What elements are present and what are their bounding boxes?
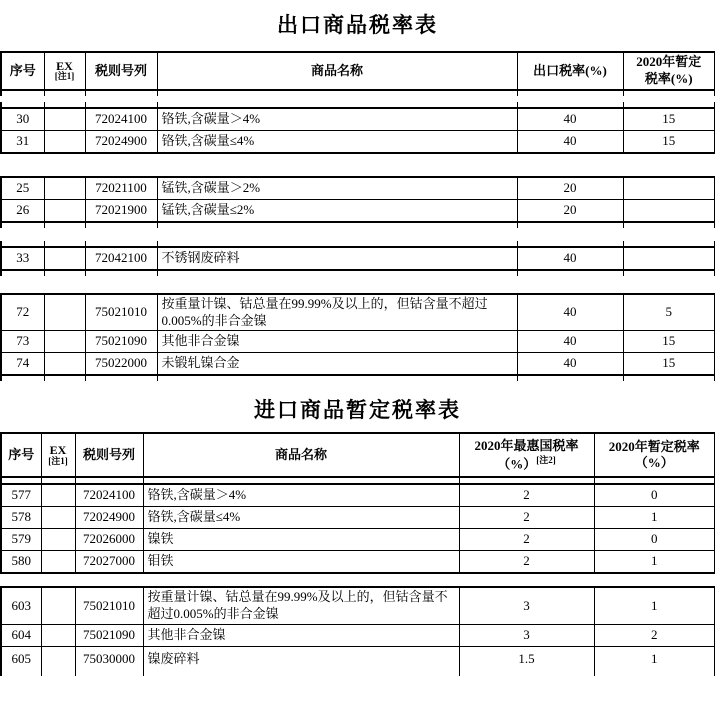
cell-export-rate: 40 xyxy=(517,131,623,154)
cell-provisional-rate: 15 xyxy=(623,108,715,131)
cell-code: 75021090 xyxy=(75,624,143,646)
cell-provisional-rate: 0 xyxy=(594,484,715,507)
cell-seq: 72 xyxy=(1,294,44,331)
col-header-name: 商品名称 xyxy=(143,433,459,477)
cell-export-rate: 40 xyxy=(517,294,623,331)
table-row xyxy=(1,529,715,551)
cell-export-rate: 40 xyxy=(517,108,623,131)
col-header-name: 商品名称 xyxy=(157,52,517,90)
export-table-title: 出口商品税率表 xyxy=(277,14,438,37)
cell-name: 按重量计镍、钴总量在99.99%及以上的，但钴含量不超过0.005%的非合金镍 xyxy=(143,587,459,624)
table-row xyxy=(1,484,715,507)
cell-name: 按重量计镍、钴总量在99.99%及以上的，但钴含量不超过0.005%的非合金镍 xyxy=(157,294,517,331)
cell-provisional-rate: 1 xyxy=(594,507,715,529)
export-block-nickel xyxy=(0,293,715,376)
cell-ex xyxy=(44,247,85,270)
cell-code: 75021010 xyxy=(75,587,143,624)
table-row xyxy=(1,551,715,574)
cell-code: 72024900 xyxy=(75,507,143,529)
cell-code: 72024100 xyxy=(85,108,157,131)
cell-name: 其他非合金镍 xyxy=(143,624,459,646)
provisional-line1: 2020年暂定税率 xyxy=(608,438,700,454)
cell-seq: 74 xyxy=(1,353,44,376)
col-header-seq: 序号 xyxy=(1,52,44,90)
col-header-code: 税则号列 xyxy=(75,433,143,477)
cell-seq: 580 xyxy=(1,551,41,574)
cell-mfn-rate: 3 xyxy=(459,624,594,646)
table-row xyxy=(1,646,715,676)
cell-provisional-rate xyxy=(623,200,715,223)
cell-provisional-rate: 15 xyxy=(623,331,715,353)
table-row xyxy=(1,200,715,223)
provisional-line1: 2020年暂定 xyxy=(636,54,702,70)
col-header-provisional-rate xyxy=(623,52,715,90)
cell-provisional-rate: 15 xyxy=(623,131,715,154)
cell-ex xyxy=(41,507,75,529)
provisional-line2: （%） xyxy=(634,455,674,471)
col-header-export-rate: 出口税率(%) xyxy=(517,52,623,90)
table-row xyxy=(1,247,715,270)
cell-code: 72021100 xyxy=(85,177,157,200)
cell-code: 75021090 xyxy=(85,331,157,353)
col-header-ex xyxy=(41,433,75,477)
cell-provisional-rate: 1 xyxy=(594,646,715,676)
provisional-line2: 税率(%) xyxy=(644,71,693,86)
ex-label: EX xyxy=(56,58,73,73)
cell-code: 75021010 xyxy=(85,294,157,331)
cell-name: 锰铁,含碳量≤2% xyxy=(157,200,517,223)
cell-seq: 25 xyxy=(1,177,44,200)
cell-ex xyxy=(44,331,85,353)
table-row xyxy=(1,108,715,131)
cell-name: 锰铁,含碳量＞2% xyxy=(157,177,517,200)
table-row xyxy=(1,294,715,331)
col-header-seq: 序号 xyxy=(1,433,41,477)
cell-ex xyxy=(41,646,75,676)
import-table-title: 进口商品暂定税率表 xyxy=(254,399,461,423)
mfn-note: [注2] xyxy=(536,454,556,465)
cell-code: 72026000 xyxy=(75,529,143,551)
cell-ex xyxy=(41,551,75,574)
cell-seq: 578 xyxy=(1,507,41,529)
cell-seq: 33 xyxy=(1,247,44,270)
cell-provisional-rate: 5 xyxy=(623,294,715,331)
cell-seq: 73 xyxy=(1,331,44,353)
cell-ex xyxy=(44,131,85,154)
cell-code: 72024100 xyxy=(75,484,143,507)
col-header-code: 税则号列 xyxy=(85,52,157,90)
ex-note: [注1] xyxy=(48,455,68,466)
cell-name: 铬铁,含碳量＞4% xyxy=(143,484,459,507)
table-row xyxy=(1,353,715,376)
cell-export-rate: 20 xyxy=(517,177,623,200)
header-row xyxy=(1,52,715,90)
cell-provisional-rate: 2 xyxy=(594,624,715,646)
cell-ex xyxy=(41,587,75,624)
cell-name: 镍废碎料 xyxy=(143,646,459,676)
cell-name: 钼铁 xyxy=(143,551,459,574)
cut-row-stub xyxy=(0,376,715,381)
cell-ex xyxy=(41,624,75,646)
mfn-line2: （%）[注2] xyxy=(497,454,556,471)
cell-seq: 603 xyxy=(1,587,41,624)
cell-seq: 604 xyxy=(1,624,41,646)
cell-mfn-rate: 2 xyxy=(459,484,594,507)
cell-export-rate: 40 xyxy=(517,353,623,376)
cell-mfn-rate: 2 xyxy=(459,507,594,529)
cell-ex xyxy=(41,484,75,507)
cell-code: 72027000 xyxy=(75,551,143,574)
export-block-manganese-iron xyxy=(0,176,715,223)
cell-export-rate: 40 xyxy=(517,247,623,270)
cell-provisional-rate: 0 xyxy=(594,529,715,551)
ex-note: [注1] xyxy=(54,71,75,82)
cell-seq: 31 xyxy=(1,131,44,154)
cell-code: 72021900 xyxy=(85,200,157,223)
cut-row-stub xyxy=(0,91,715,96)
cell-provisional-rate xyxy=(623,177,715,200)
cell-ex xyxy=(44,294,85,331)
table-row xyxy=(1,331,715,353)
cell-seq: 30 xyxy=(1,108,44,131)
cell-code: 75022000 xyxy=(85,353,157,376)
cell-seq: 577 xyxy=(1,484,41,507)
mfn-line1: 2020年最惠国税率 xyxy=(474,437,579,453)
table-row xyxy=(1,587,715,624)
cell-ex xyxy=(44,200,85,223)
cell-name: 铬铁,含碳量≤4% xyxy=(157,131,517,154)
cell-provisional-rate: 15 xyxy=(623,353,715,376)
table-row xyxy=(1,131,715,154)
cell-seq: 605 xyxy=(1,646,41,676)
col-header-mfn-rate xyxy=(459,433,594,477)
ex-label: EX xyxy=(49,443,67,457)
cell-code: 75030000 xyxy=(75,646,143,676)
export-table-header xyxy=(0,51,715,91)
table-row xyxy=(1,177,715,200)
cell-ex xyxy=(44,108,85,131)
cell-name: 镍铁 xyxy=(143,529,459,551)
cell-mfn-rate: 1.5 xyxy=(459,646,594,676)
cell-name: 未锻轧镍合金 xyxy=(157,353,517,376)
import-block-nickel xyxy=(0,586,715,675)
import-table-header xyxy=(0,432,715,478)
cell-seq: 579 xyxy=(1,529,41,551)
col-header-ex xyxy=(44,52,85,90)
cell-code: 72024900 xyxy=(85,131,157,154)
table-row xyxy=(1,507,715,529)
cell-provisional-rate: 1 xyxy=(594,587,715,624)
header-row xyxy=(1,433,715,477)
cell-provisional-rate: 1 xyxy=(594,551,715,574)
table-row xyxy=(1,624,715,646)
cell-mfn-rate: 3 xyxy=(459,587,594,624)
cell-export-rate: 40 xyxy=(517,331,623,353)
cell-mfn-rate: 2 xyxy=(459,529,594,551)
cell-name: 铬铁,含碳量≤4% xyxy=(143,507,459,529)
col-header-provisional-rate xyxy=(594,433,715,477)
cell-provisional-rate xyxy=(623,247,715,270)
cell-name: 其他非合金镍 xyxy=(157,331,517,353)
cell-mfn-rate: 2 xyxy=(459,551,594,574)
cell-ex xyxy=(44,353,85,376)
cell-ex xyxy=(41,529,75,551)
cell-name: 铬铁,含碳量＞4% xyxy=(157,108,517,131)
cell-code: 72042100 xyxy=(85,247,157,270)
export-block-stainless-scrap xyxy=(0,246,715,271)
cut-row-stub xyxy=(0,223,715,228)
cut-row-stub xyxy=(0,271,715,276)
export-block-chrome-iron xyxy=(0,107,715,154)
cell-export-rate: 20 xyxy=(517,200,623,223)
cell-ex xyxy=(44,177,85,200)
cell-name: 不锈钢废碎料 xyxy=(157,247,517,270)
import-block-ferroalloys xyxy=(0,483,715,574)
cell-seq: 26 xyxy=(1,200,44,223)
